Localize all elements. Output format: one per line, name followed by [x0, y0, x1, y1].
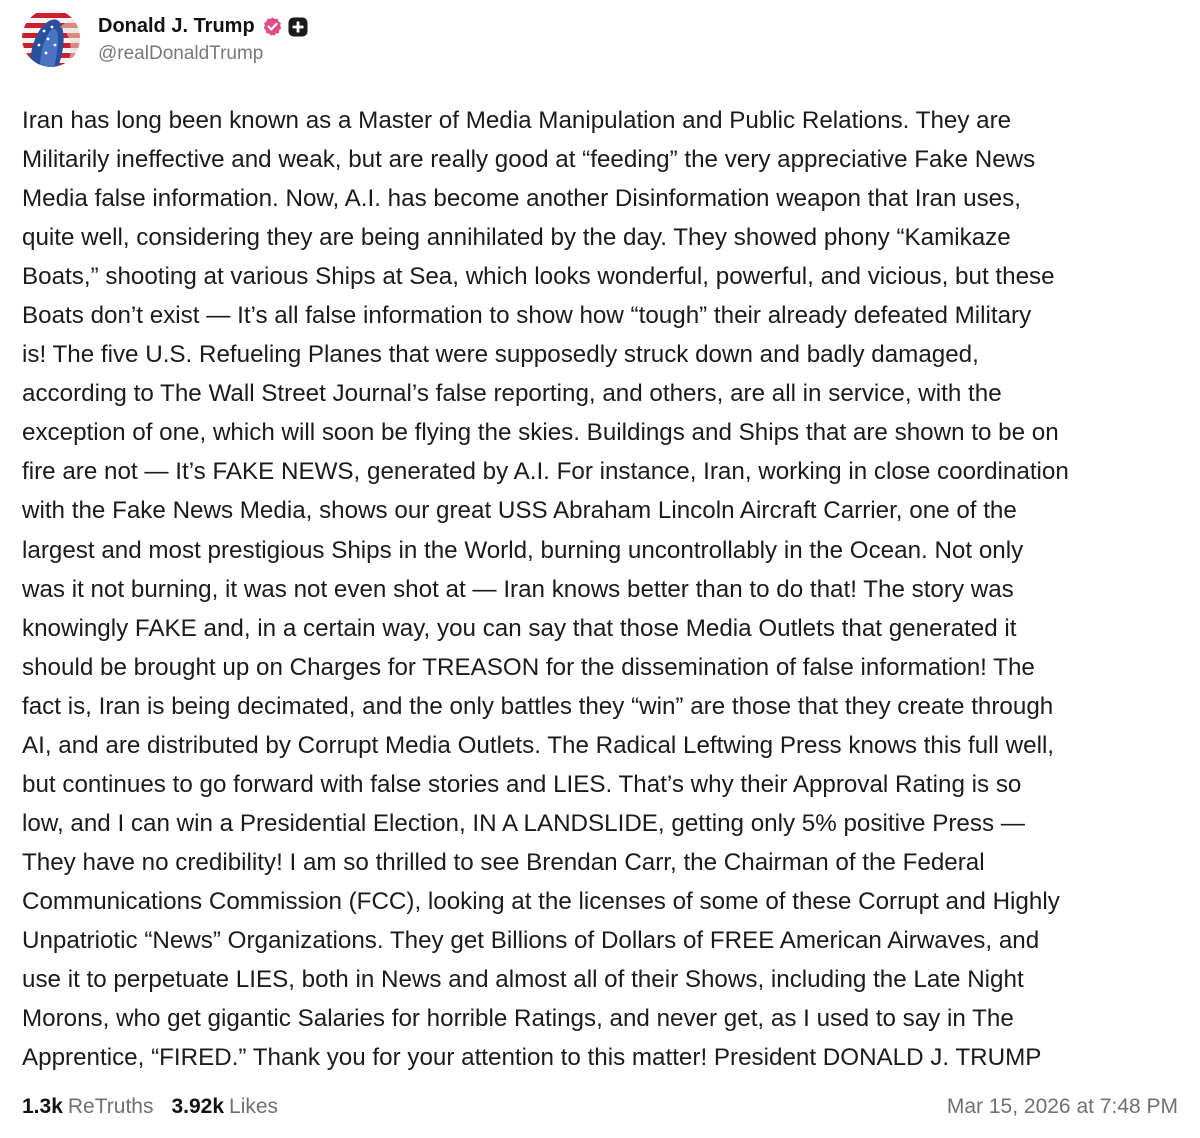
post-header [22, 8, 308, 68]
retruths-stat[interactable] [22, 1095, 153, 1119]
post-timestamp[interactable]: Mar 15, 2026 at 7:48 PM [946, 1095, 1178, 1118]
likes-label: Likes [229, 1095, 279, 1118]
retruths-count: 1.3k [22, 1095, 63, 1118]
verified-badge-icon [262, 16, 283, 37]
post-footer [22, 1090, 1178, 1124]
retruths-label: ReTruths [67, 1095, 154, 1118]
flag-portrait-avatar-icon [22, 9, 80, 67]
author-identity [98, 12, 308, 65]
post-body-text: Iran has long been known as a Master of Media Manipulation and Public Relations. They are Militarily ineffective and weak, but are really good at “feeding” the very appreciative Fake News Media false information. Now, A.I. has become another Disinformation weapon that Iran uses, quite well, considering they are being annihilated by the day. They showed phony “Kamikaze Boats,” shooting at various Ships at Sea, which looks wonderful, powerful, and vicious, but these Boats don’t exist — It’s all false information to show how “tough” their already defeated Military is! The five U.S. Refueling Planes that were supposedly struck down and badly damaged, according to The Wall Street Journal’s false reporting, and others, are all in service, with the exception of one, which will soon be flying the skies. Buildings and Ships that are shown to be on fire are not — It’s FAKE NEWS, generated by A.I. For instance, Iran, working in close coordination with the Fake News Media, shows our great USS Abraham Lincoln Aircraft Carrier, one of the largest and most prestigious Ships in the World, burning uncontrollably in the Ocean. Not only was it not burning, it was not even shot at — Iran knows better than to do that! The story was knowingly FAKE and, in a certain way, you can say that those Media Outlets that generated it should be brought up on Charges for TREASON for the dissemination of false information! The fact is, Iran is being decimated, and the only battles they “win” are those that they create through AI, and are distributed by Corrupt Media Outlets. The Radical Leftwing Press knows this full well, but continues to go forward with false stories and LIES. That’s why their Approval Rating is so low, and I can win a Presidential Election, IN A LANDSLIDE, getting only 5% positive Press — They have no credibility! I am so thrilled to see Brendan Carr, the Chairman of the Federal Communications Commission (FCC), looking at the licenses of some of these Corrupt and Highly Unpatriotic “News” Organizations. They get Billions of Dollars of FREE American Airwaves, and use it to perpetuate LIES, both in News and almost all of their Shows, including the Late Night Morons, who get gigantic Salaries for horrible Ratings, and never get, as I used to say in The Apprentice, “FIRED.” Thank you for your attention to this matter! President DONALD J. TRUMP [22, 107, 1069, 1072]
author-display-name[interactable]: Donald J. Trump [98, 15, 255, 37]
avatar[interactable] [22, 9, 80, 67]
likes-count: 3.92k [171, 1095, 225, 1118]
plus-badge-icon [288, 17, 308, 37]
likes-stat[interactable] [171, 1095, 278, 1119]
name-row [98, 12, 308, 42]
author-handle[interactable]: @realDonaldTrump [98, 42, 264, 64]
